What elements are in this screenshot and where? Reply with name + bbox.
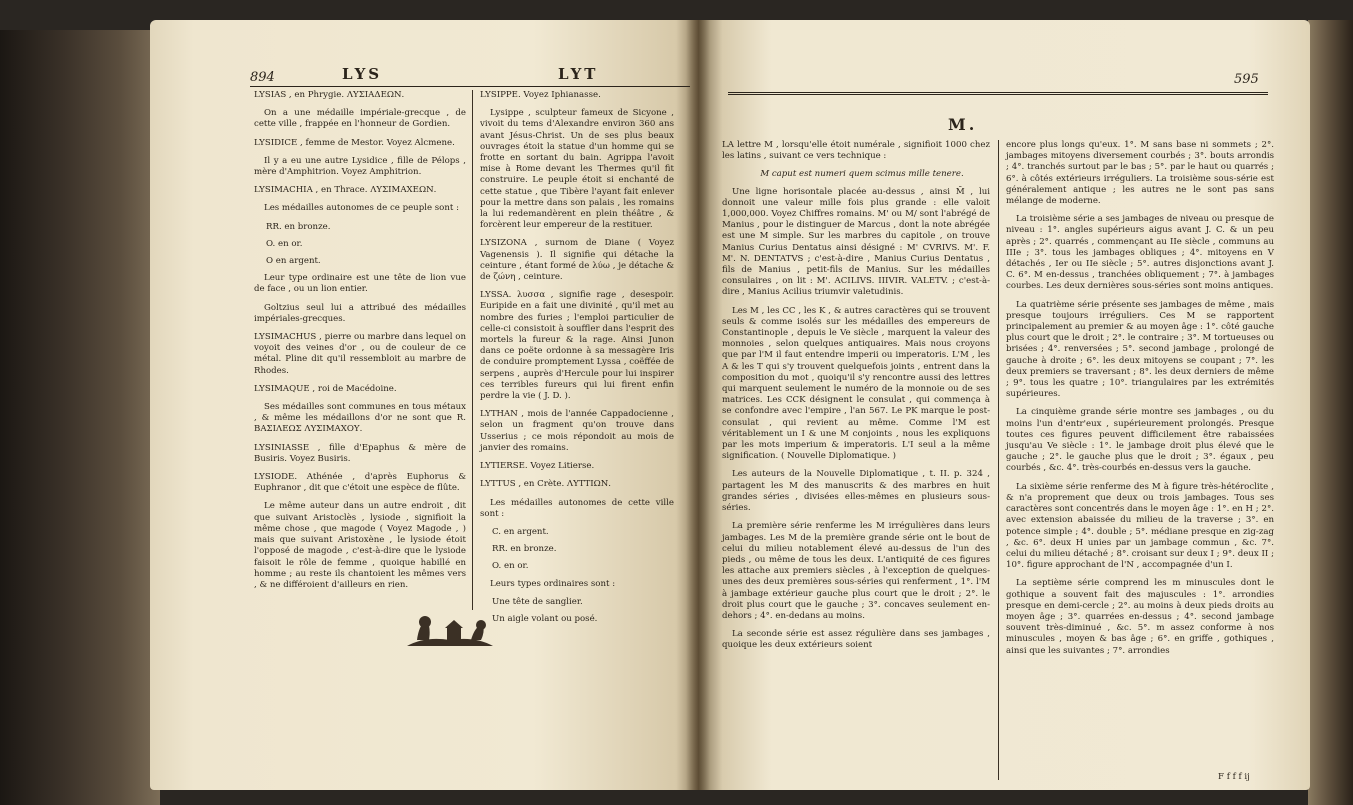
- entry-lysidice: LYSIDICE , femme de Mestor. Voyez Alcmene.: [254, 137, 455, 148]
- latin-verse: M caput est numeri quem scimus mille tenere.: [760, 169, 964, 180]
- left-page: [150, 20, 698, 790]
- text-paragraph: La sixième série renferme des M à figure très-hétéroclite , & n'a proprement que deux ou trois jambages. Tous ses caractères sont concentrés dans le moyen âge : 1°. en H ; 2°. avec extension abaissée du milieu de la traverse ; 3°. en potence simple ; 4°. double ; 5°. médiane presque en zig-zag , &c. 6°. deux H unies par un jambage commun , &c. 7°. celui du milieu détaché ; 8°. croisant sur deux I ; 9°. deux II ; 10°. figure approchant de l'N , accompagnée d'un I.: [1006, 481, 1274, 571]
- list-item: O. en or.: [492, 561, 529, 572]
- column-separator: [472, 90, 473, 610]
- column-separator: [998, 140, 999, 780]
- left-header-lys: LYS: [342, 65, 383, 83]
- entry-lysiode: LYSIODE. Athénée , d'après Euphorus & Euphranor , dit que c'étoit une espèce de flûte.: [254, 472, 466, 494]
- signature-mark: F f f f ij: [1218, 772, 1250, 782]
- list-item: C. en argent.: [492, 526, 549, 537]
- text-paragraph: Leurs types ordinaires sont :: [490, 578, 616, 589]
- text-paragraph: La septième série comprend les m minuscules dont le gothique a souvent fait des majuscules : 1°. arrondies presque en demi-cercle ; 2°. au moins à deux pieds droits au moyen âge ; 3°. quarrées en-dessus ; 4°. second jambage souvent très-diminué , &c. 5°. m assez conforme à nos minuscules , moyen & bas âge ; 6°. en griffe , gothiques , ainsi que les suivantes ; 7°. arrondies: [1006, 578, 1274, 656]
- left-column-1: [254, 90, 466, 598]
- text-paragraph: Les médailles autonomes de cette ville sont :: [480, 497, 674, 519]
- text-paragraph: On a une médaille impériale-grecque , de cette ville , frappée en l'honneur de Gordien.: [254, 108, 466, 130]
- list-item: O. en or.: [266, 238, 303, 249]
- entry-lysizona: LYSIZONA , surnom de Diane ( Voyez Vagenensis ). Il signifie qui détache la ceinture , étant formé de λύω , je détache & de ζώνη , ceinture.: [480, 238, 674, 283]
- entry-lyssa: LYSSA. λυσσα , signifie rage , desespoir. Euripide en a fait une divinité , qu'il met au nombre des furies ; l'emploi particulier de celle-ci consistoit à souffler dans l'esprit des mortels la fureur & la rage. Ainsi Junon dans ce poëte ordonne à sa messagère Iris de conduire promptement Lyssa , coëffée de serpens , auprès d'Hercule pour lui inspirer ces terribles fureurs qui lui firent enfin perdre la vie ( J. D. ).: [480, 290, 674, 402]
- text-paragraph: Les médailles autonomes de ce peuple sont :: [264, 203, 459, 214]
- text-paragraph: encore plus longs qu'eux. 1°. M sans base ni sommets ; 2°. jambages mitoyens diversement courbés ; 3°. bouts arrondis ; 4°. tranchés surtout par le bas ; 5°. par le haut ou quarrés ; 6°. à côtés extérieurs irréguliers. La troisième sous-série est généralement antique ; les autres ne le sont pas sans mélange de moderne.: [1006, 140, 1274, 207]
- right-column-1: [722, 140, 990, 659]
- text-paragraph: Les auteurs de la Nouvelle Diplomatique , t. II. p. 324 , partagent les M des manuscrits & des marbres en huit grandes séries , divisées elles-mêmes en plusieurs sous-séries.: [722, 469, 990, 514]
- text-paragraph: Le même auteur dans un autre endroit , dit que suivant Aristoclès , lysiode , signifioit la même chose , que magode ( Voyez Magode , ) mais que suivant Aristoxène , le lysiode étoit l'opposé de magode , c'est-à-dire que le lysiode faisoit le rôle de femme , quoique habillé en homme ; au reste ils chantoient les mêmes vers , & ne différoient d'ailleurs en rien.: [254, 501, 466, 590]
- text-paragraph: La première série renferme les M irrégulières dans leurs jambages. Les M de la première grande série ont le bout de celui du milieu notablement élevé au-dessus de l'un des pieds , ou même de tous les deux. L'antiquité de ces figures les attache aux premiers siècles , à l'exception de quelques-unes des deux premières sous-séries qui renferment , 1°. l'M à jambage extérieur gauche plus court que le droit ; 2°. le droit plus court que le gauche ; 3°. concaves seulement en-dehors ; 4°. en-dedans au moins.: [722, 521, 990, 621]
- book-cover-right-edge: [1308, 20, 1353, 805]
- text-paragraph: La quatrième série présente ses jambages de même , mais presque toujours irréguliers. Ces M se rapportent principalement au premier & au moyen âge : 1°. côté gauche plus court que le droit ; 2°. le contraire ; 3°. M tortueuses ou brisées ; 4°. renversées ; 5°. second jambage , prolongé de gauche à droite ; 6°. les deux mitoyens se coupant ; 7°. les deux premiers se traversant ; 8°. les deux derniers de même ; 9°. tous les quatre ; 10°. triangulaires par les extrémités supérieures.: [1006, 299, 1274, 400]
- right-page-number: 595: [1234, 72, 1259, 87]
- left-header-lyt: LYT: [558, 65, 599, 83]
- entry-lythan: LYTHAN , mois de l'année Cappadocienne , selon un fragment qu'on trouve dans Usserius ; ce mois répondoit au mois de janvier des romains.: [480, 409, 674, 453]
- tailpiece-ornament: [405, 610, 495, 650]
- right-column-2: [1006, 140, 1274, 664]
- entry-lysimachia: LYSIMACHIA , en Thrace. ΛΥΣΙΜΑΧΕΩΝ.: [254, 185, 437, 196]
- text-paragraph: Ses médailles sont communes en tous métaux , & même les médaillons d'or ne sont que R. ΒΑΣΙΛΕΩΣ ΛΥΣΙΜΑΧΟΥ.: [254, 402, 466, 435]
- text-paragraph: La troisième série a ses jambages de niveau ou presque de niveau : 1°. angles supérieurs aigus avant J. C. & un peu après ; 2°. quarrés , commençant au IIe siècle , communs au IIIe ; 3°. tous les jambages obliques ; 4°. mitoyens en V détachés , Ier ou IIe siècle ; 5°. autres disjonctions avant J. C. 6°. M en-dessus , tranchées obliquement ; 7°. à jambages courbes. Les deux dernières sous-séries sont moins antiques.: [1006, 214, 1274, 292]
- text-paragraph: Il y a eu une autre Lysidice , fille de Pélops , mère d'Amphitrion. Voyez Amphitrion.: [254, 155, 466, 178]
- text-paragraph: Lysippe , sculpteur fameux de Sicyone , vivoit du tems d'Alexandre environ 360 ans avant Jésus-Christ. Un de ses plus beaux ouvrages étoit la statue d'un homme qui se frotte en sortant du bain. Agrippa l'avoit mise à Rome devant les Thermes qu'il fit construire. Le peuple étoit si enchanté de cette statue , que Tibère l'ayant fait enlever pour la mettre dans son palais , les romains la lui redemandèrent en plein théâtre , & forcèrent leur empereur de la restituer.: [480, 108, 674, 231]
- list-item: RR. en bronze.: [266, 221, 331, 232]
- entry-lysiniasse: LYSINIASSE , fille d'Epaphus & mère de Busiris. Voyez Busiris.: [254, 442, 466, 464]
- text-paragraph: Goltzius seul lui a attribué des médailles impériales-grecques.: [254, 302, 466, 324]
- text-paragraph: Les M , les CC , les K , & autres caractères qui se trouvent seuls & comme isolés sur les médailles des empereurs de Constantinople , depuis le Ve siècle , marquent la valeur des monnoies , selon quelques antiquaires. Mais nous croyons que par l'M il faut entendre imperii ou imperatoris. L'M , les A & les T qui s'y trouvent quelquefois joints , entrent dans la composition du mot , quoiqu'il s'y rencontre aussi des lettres qui marquent seulement le numéro de la monnoie ou de ses matrices. Les CCK désignent le consulat , qui commença à se confondre avec l'empire , l'an 567. Le PK marque le post-consulat , qui revient au même. Comme l'M est véritablement un I & une M conjoints , nous les expliquons par les mots imperium & imperatoris. L'I seul a la même signification. ( Nouvelle Diplomatique. ): [722, 305, 990, 462]
- entry-lysimaque: LYSIMAQUE , roi de Macédoine.: [254, 383, 397, 394]
- list-item: RR. en bronze.: [492, 544, 557, 555]
- list-item: O en argent.: [266, 256, 321, 267]
- left-column-2: [480, 90, 674, 631]
- list-item: Un aigle volant ou posé.: [492, 613, 598, 624]
- entry-lysimachus: LYSIMACHUS , pierre ou marbre dans lequel on voyoit des veines d'or , ou de couleur de ce métal. Pline dit qu'il ressembloit au marbre de Rhodes.: [254, 332, 466, 376]
- list-item: Une tête de sanglier.: [492, 596, 583, 607]
- book-cover-left-edge: [0, 30, 160, 805]
- right-page: [698, 20, 1310, 790]
- text-paragraph: Une ligne horisontale placée au-dessus , ainsi M̄ , lui donnoit une valeur mille fois plus grande : elle valoit 1,000,000. Voyez Chiffres romains. M' ou M/ sont l'abrégé de Manius , pour le distinguer de Marcus , dont la note abrégée est une M simple. Sur les marbres du capitole , on trouve Manius Curius Dentatus ainsi désigné : M' CVRIVS. M'. F. M'. N. DENTATVS ; c'est-à-dire , Manius Curius Dentatus , fils de Manius , petit-fils de Manius. Sur les médailles consulaires , on lit : M'. ACILIVS. IIIVIR. VALETV. ; c'est-à-dire , Manius Acilius triumvir valetudinis.: [722, 186, 990, 298]
- header-rule: [728, 92, 1268, 95]
- intro-paragraph: LA lettre M , lorsqu'elle étoit numérale , signifioit 1000 chez les latins , suivant ce vers technique :: [722, 140, 990, 162]
- left-page-number: 894: [250, 70, 275, 85]
- text-paragraph: Leur type ordinaire est une tête de lion vue de face , ou un lion entier.: [254, 273, 466, 295]
- header-rule: [250, 86, 690, 87]
- text-paragraph: La seconde série est assez régulière dans ses jambages , quoique les deux extérieurs soient: [722, 629, 990, 651]
- book-gutter: [686, 20, 710, 790]
- entry-lyttus: LYTTUS , en Crète. ΛΥΤΤΙΩΝ.: [480, 479, 612, 490]
- entry-lysippe: LYSIPPE. Voyez Iphianasse.: [480, 90, 601, 100]
- text-paragraph: La cinquième grande série montre ses jambages , ou du moins l'un d'entr'eux , supérieurement prolongés. Presque toutes ces figures peuvent difficilement être rabaissées jusqu'au Ve siècle : 1°. le jambage droit plus élevé que le gauche ; 2°. le gauche plus que le droit ; 3°. égaux , peu courbés , &c. 4°. très-courbés en-dessus vers la gauche.: [1006, 407, 1274, 474]
- section-title: M.: [948, 115, 978, 134]
- entry-lytierse: LYTIERSE. Voyez Litierse.: [480, 461, 595, 472]
- entry-lysias: LYSIAS , en Phrygie. ΛΥΣΙΑΔΕΩΝ.: [254, 90, 405, 100]
